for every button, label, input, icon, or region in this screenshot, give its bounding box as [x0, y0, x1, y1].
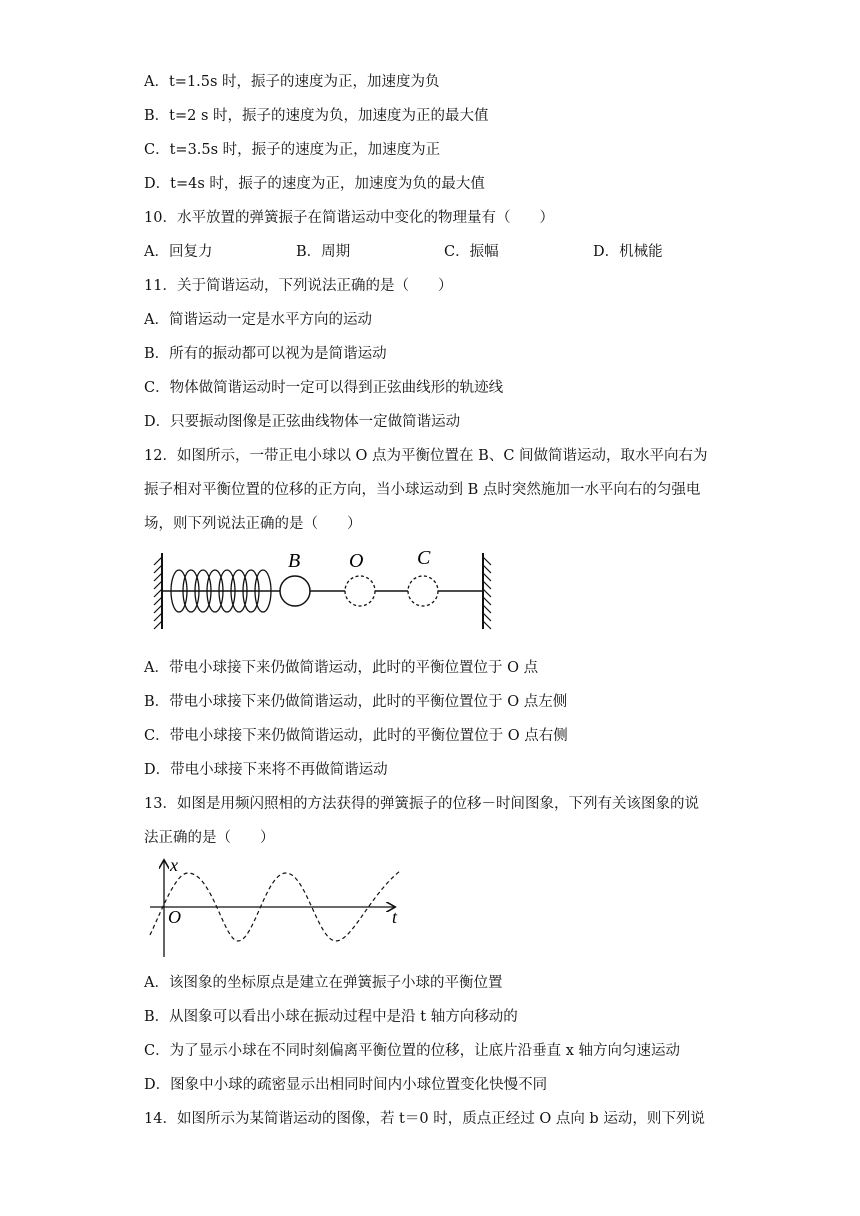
q13-option-d: D．图象中小球的疏密显示出相同时间内小球位置变化快慢不同: [144, 1077, 548, 1093]
q10-stem: 10．水平放置的弹簧振子在简谐运动中变化的物理量有（ ）: [144, 210, 554, 226]
q12-stem-line-3: 场，则下列说法正确的是（ ）: [144, 516, 362, 532]
q11-option-c: C．物体做简谐运动时一定可以得到正弦曲线形的轨迹线: [144, 380, 504, 396]
q11-option-b: B．所有的振动都可以视为是简谐运动: [144, 346, 387, 362]
label-c: C: [417, 547, 431, 569]
sine-curve: [150, 871, 400, 941]
displacement-time-graph: [142, 855, 412, 965]
q9-option-d: D．t=4s 时，振子的速度为正，加速度为负的最大值: [144, 176, 485, 192]
q13-stem-line-1: 13．如图是用频闪照相的方法获得的弹簧振子的位移－时间图象，下列有关该图象的说: [144, 796, 699, 812]
q12-option-d: D．带电小球接下来将不再做简谐运动: [144, 762, 388, 778]
q9-option-b: B．t=2 s 时，振子的速度为负，加速度为正的最大值: [144, 108, 489, 124]
q14-stem-line-1: 14．如图所示为某简谐运动的图像，若 t＝0 时，质点正经过 O 点向 b 运动，则下列说: [144, 1111, 705, 1127]
q11-stem: 11．关于简谐运动，下列说法正确的是（ ）: [144, 278, 453, 294]
q12-option-b: B．带电小球接下来仍做简谐运动，此时的平衡位置位于 O 点左侧: [144, 694, 568, 710]
origin-label: O: [168, 907, 181, 927]
q12-stem-line-1: 12．如图所示，一带正电小球以 O 点为平衡位置在 B、C 间做简谐运动，取水平向右为: [144, 448, 708, 464]
q9-option-c: C．t=3.5s 时，振子的速度为正，加速度为正: [144, 142, 441, 158]
q12-option-c: C．带电小球接下来仍做简谐运动，此时的平衡位置位于 O 点右侧: [144, 728, 568, 744]
q13-option-b: B．从图象可以看出小球在振动过程中是沿 t 轴方向移动的: [144, 1009, 518, 1025]
q9-option-a: A．t=1.5s 时，振子的速度为正，加速度为负: [144, 74, 440, 90]
q12-stem-line-2: 振子相对平衡位置的位移的正方向，当小球运动到 B 点时突然施加一水平向右的匀强电: [144, 482, 701, 498]
ball-o: [345, 576, 375, 606]
q11-option-d: D．只要振动图像是正弦曲线物体一定做简谐运动: [144, 414, 461, 430]
q10-option-c: C．振幅: [444, 244, 499, 260]
q10-option-a: A．回复力: [144, 244, 213, 260]
axis-label-t: t: [392, 907, 398, 927]
q11-option-a: A．简谐运动一定是水平方向的运动: [144, 312, 372, 328]
q10-option-b: B．周期: [296, 244, 351, 260]
axis-label-x: x: [170, 855, 178, 875]
ball-b: [280, 576, 310, 606]
q13-option-c: C．为了显示小球在不同时刻偏离平衡位置的位移，让底片沿垂直 x 轴方向匀速运动: [144, 1043, 680, 1059]
label-o: O: [349, 550, 364, 572]
q13-option-a: A．该图象的坐标原点是建立在弹簧振子小球的平衡位置: [144, 975, 503, 991]
label-b: B: [288, 550, 301, 572]
spring-oscillator-figure: [150, 545, 500, 635]
q13-stem-line-2: 法正确的是（ ）: [144, 830, 275, 846]
q10-option-d: D．机械能: [593, 244, 663, 260]
ball-c: [408, 576, 438, 606]
q12-option-a: A．带电小球接下来仍做简谐运动，此时的平衡位置位于 O 点: [144, 660, 539, 676]
